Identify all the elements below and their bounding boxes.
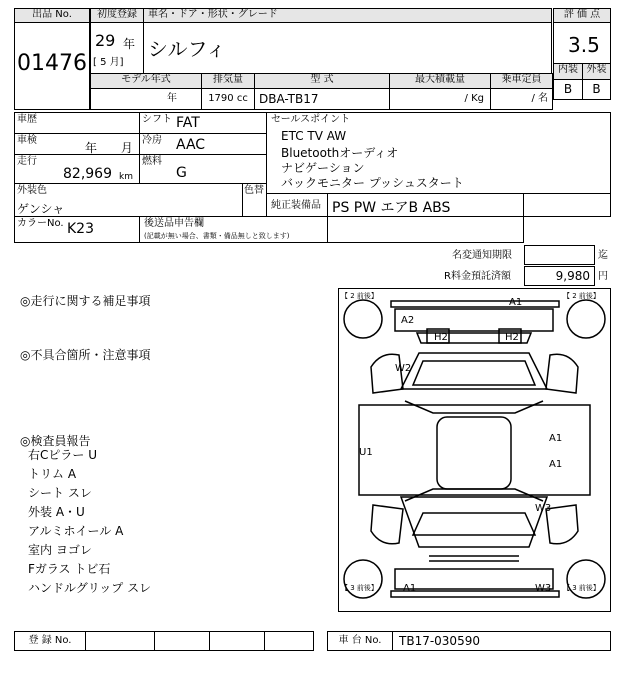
sales-point-3: ナビゲーション <box>281 161 365 175</box>
max-load-value: / Kg <box>389 88 491 110</box>
inspection-cell <box>14 133 140 155</box>
car-diagram-svg <box>339 289 610 611</box>
color-no-value: K23 <box>67 221 94 237</box>
sales-point-4: バックモニター プッシュスタート <box>281 176 464 190</box>
car-name-box <box>143 22 552 74</box>
name-change-unit: 迄 <box>598 250 608 261</box>
mark-h2-left: H2 <box>434 332 448 343</box>
wheel-front-left <box>344 300 382 338</box>
reg-no-cell-4 <box>264 631 314 651</box>
tag-bottom-right: 【 3 前後】 <box>563 584 600 592</box>
later-report-cell <box>139 216 328 243</box>
capacity-value: / 名 <box>490 88 553 110</box>
reg-no-cell-3 <box>209 631 265 651</box>
type-value: DBA-TB17 <box>254 88 390 110</box>
defect-title: ◎不具合箇所・注意事項 <box>20 348 151 362</box>
inspector-item-6: 室内 ヨゴレ <box>28 543 92 557</box>
tag-top-right: 【 2 前後】 <box>563 292 600 300</box>
displacement-value: 1790 cc <box>201 88 255 110</box>
lot-number-label: 出品 No. <box>14 8 90 23</box>
mileage-unit: km <box>119 172 133 182</box>
history-cell <box>14 112 140 134</box>
inspector-item-8: ハンドルグリップ スレ <box>28 581 152 595</box>
sales-points-box <box>266 112 611 194</box>
color-change-cell <box>242 183 267 217</box>
wheel-rear-right <box>567 560 605 598</box>
genuine-value: PS PW エアB ABS <box>332 200 451 216</box>
exterior-grade: B <box>582 79 611 100</box>
first-reg-year: 29 <box>95 31 116 50</box>
wheel-rear-left <box>344 560 382 598</box>
fuel-label: 燃料 <box>142 156 162 167</box>
reg-no-cell-1 <box>85 631 155 651</box>
recycle-label: R料金預託済額 <box>444 271 511 282</box>
color-no-label: カラーNo. <box>17 218 64 229</box>
mileage-value: 82,969 <box>63 166 112 182</box>
sales-point-2: Bluetoothオーディオ <box>281 146 399 160</box>
tag-top-left: 【 2 前後】 <box>341 292 378 300</box>
mark-a1-front: A1 <box>509 297 523 308</box>
wheel-front-right <box>567 300 605 338</box>
inspector-item-7: Fガラス トビ石 <box>28 562 111 576</box>
name-change-label: 名変通知期限 <box>452 250 512 261</box>
genuine-extra-cell <box>523 193 611 217</box>
max-load-label: 最大積載量 <box>389 73 491 89</box>
mark-h2-right: H2 <box>505 332 519 343</box>
tag-bottom-left: 【 3 前後】 <box>341 584 378 592</box>
reg-no-label-cell <box>14 631 86 651</box>
recycle-box <box>524 266 595 286</box>
mark-a1-right-lower: A1 <box>549 459 563 470</box>
inspector-item-1: 右Cピラー U <box>28 448 97 462</box>
later-report-label: 後送品申告欄 <box>144 218 204 229</box>
sales-point-1: ETC TV AW <box>281 129 347 143</box>
ac-cell <box>139 133 267 155</box>
ext-color-cell <box>14 183 243 217</box>
later-report-blank <box>327 216 524 243</box>
car-name-label: 車名・ドア・形状・グレード <box>143 8 552 23</box>
color-change-label: 色替 <box>244 185 264 196</box>
chassis-label-cell <box>327 631 393 651</box>
inspector-item-3: シート スレ <box>28 486 92 500</box>
mark-w2: W2 <box>395 363 412 374</box>
car-name: シルフィ <box>148 37 226 61</box>
name-change-box <box>524 245 595 265</box>
ext-color-value: ゲンシャ <box>17 202 65 216</box>
history-label: 車歴 <box>17 114 37 125</box>
type-label: 型 式 <box>254 73 390 89</box>
genuine-value-cell <box>327 193 524 217</box>
chassis-label: 車 台 No. <box>338 635 382 646</box>
reg-no-label: 登 録 No. <box>28 635 72 646</box>
car-diagram <box>338 288 611 612</box>
first-reg-label: 初度登録 <box>90 8 144 23</box>
genuine-label: 純正装備品 <box>271 200 321 211</box>
exterior-label: 外装 <box>582 63 611 80</box>
recycle-value: 9,980 <box>555 269 590 283</box>
mark-a1-rear: A1 <box>403 583 417 594</box>
grade-score: 3.5 <box>568 33 600 57</box>
shift-label: シフト <box>142 114 172 125</box>
genuine-label-cell <box>266 193 328 217</box>
inspector-item-5: アルミホイール A <box>28 524 124 538</box>
mark-a1-right-upper: A1 <box>549 433 563 444</box>
mark-a2: A2 <box>401 315 415 326</box>
fuel-cell <box>139 154 267 184</box>
interior-grade: B <box>553 79 583 100</box>
chassis-value: TB17-030590 <box>399 634 480 648</box>
mark-w3-rear: W3 <box>535 583 552 594</box>
shift-value: FAT <box>176 115 200 131</box>
inspection-value: 年 月 <box>85 141 133 155</box>
chassis-value-cell <box>392 631 611 651</box>
lot-number: 01476 <box>17 51 87 76</box>
shift-cell <box>139 112 267 134</box>
year-unit: 年 <box>123 37 136 51</box>
first-reg-month: [ 5 月] <box>93 57 124 68</box>
grade-label: 評 価 点 <box>553 8 611 23</box>
fuel-value: G <box>176 165 187 181</box>
inspector-title: ◎検査員報告 <box>20 434 91 448</box>
inspector-item-2: トリム A <box>28 467 77 481</box>
later-report-note: (記載が無い場合、書類・備品無しと致します) <box>144 232 290 240</box>
inspector-item-4: 外装 A・U <box>28 505 85 519</box>
mark-u1: U1 <box>359 447 373 458</box>
recycle-unit: 円 <box>598 271 608 282</box>
ext-color-label: 外装色 <box>17 185 47 196</box>
driving-title: ◎走行に関する補足事項 <box>20 294 151 308</box>
inspection-label: 車検 <box>17 135 37 146</box>
capacity-label: 乗車定員 <box>490 73 553 89</box>
lot-number-box <box>14 22 90 110</box>
grade-box <box>553 22 611 64</box>
first-reg-box <box>90 22 144 74</box>
mark-w3-right: W3 <box>535 503 552 514</box>
mileage-cell <box>14 154 140 184</box>
reg-no-cell-2 <box>154 631 210 651</box>
color-no-cell <box>14 216 140 243</box>
ac-label: 冷房 <box>142 135 162 146</box>
mileage-label: 走行 <box>17 156 37 167</box>
model-year-label: モデル年式 <box>90 73 202 89</box>
ac-value: AAC <box>176 137 206 153</box>
model-year-value: 年 <box>90 88 202 110</box>
sales-points-label: セールスポイント <box>271 114 351 125</box>
interior-label: 内装 <box>553 63 583 80</box>
displacement-label: 排気量 <box>201 73 255 89</box>
